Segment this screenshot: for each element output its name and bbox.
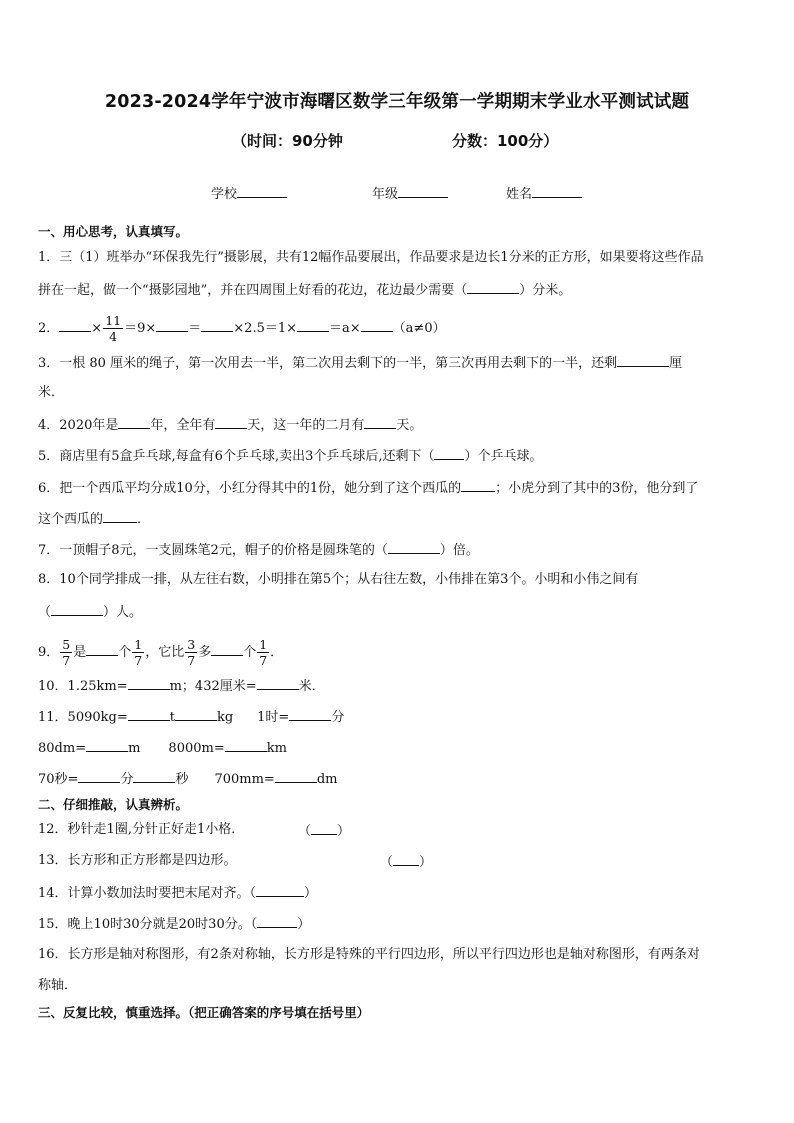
score-label: 分数：100分） <box>452 132 559 150</box>
question-16-line-2: 称轴． <box>38 978 78 993</box>
answer-blank[interactable] <box>201 317 233 332</box>
grade-blank[interactable] <box>398 183 448 198</box>
name-label: 姓名 <box>506 187 533 202</box>
question-12: 12．秒针走1圈,分针正好走1小格． <box>38 822 245 837</box>
answer-blank[interactable] <box>118 414 150 429</box>
question-4: 4．2020年是 年，全年有 天，这一年的二月有 天。 <box>38 414 422 436</box>
answer-blank[interactable] <box>434 445 464 460</box>
question-5: 5．商店里有5盒乒乓球,每盒有6个乒乓球,卖出3个乒乓球后,还剩下（ ）个乒乓球。 <box>38 445 543 467</box>
time-label: （时间：90分钟 <box>232 132 343 150</box>
answer-blank[interactable] <box>393 851 419 866</box>
answer-blank[interactable] <box>51 601 103 616</box>
question-2: 2． × $\frac{11}{4}$ ＝9× ＝ ×2.5＝1× ＝a× （a≠0） <box>38 313 446 344</box>
answer-blank[interactable] <box>257 913 297 928</box>
section-1-heading: 一、用心思考，认真填写。 <box>38 224 189 239</box>
answer-blank[interactable] <box>175 706 217 721</box>
grade-label: 年级 <box>372 187 399 202</box>
fraction: $\frac{3}{7}$ <box>187 637 196 668</box>
question-6-line-1: 6．把一个西瓜平均分成10分，小红分得其中的1份，她分到了这个西瓜的 ；小虎分到了其中的3份，他分到了 <box>38 477 698 499</box>
answer-blank[interactable] <box>311 820 337 835</box>
answer-blank[interactable] <box>78 768 120 783</box>
answer-blank[interactable] <box>361 317 393 332</box>
question-13-answer: （ ） <box>380 851 432 873</box>
name-blank[interactable] <box>532 183 582 198</box>
question-13: 13．长方形和正方形都是四边形。 <box>38 853 237 868</box>
answer-blank[interactable] <box>86 737 128 752</box>
question-7: 7．一顶帽子8元，一支圆珠笔2元，帽子的价格是圆珠笔的（ ）倍。 <box>38 539 479 561</box>
school-blank[interactable] <box>237 183 287 198</box>
answer-blank[interactable] <box>225 737 267 752</box>
answer-blank[interactable] <box>103 508 137 523</box>
question-10: 10．1.25km= m；432厘米= 米． <box>38 675 325 697</box>
name-field[interactable] <box>506 183 582 202</box>
question-3-line-1: 3．一根 80 厘米的绳子，第一次用去一半，第二次用去剩下的一半，第三次再用去剩下的一半，还剩 厘 <box>38 352 682 374</box>
fraction: $\frac{1}{7}$ <box>259 637 268 668</box>
question-1-line-2: 拼在一起，做一个“摄影园地”，并在四周围上好看的花边，花边最少需要（ ）分米。 <box>38 279 571 301</box>
answer-blank[interactable] <box>275 768 317 783</box>
answer-blank[interactable] <box>215 414 247 429</box>
question-12-answer: （ ） <box>298 820 350 842</box>
fraction: $\frac{1}{7}$ <box>134 637 143 668</box>
school-field[interactable] <box>211 183 287 202</box>
answer-blank[interactable] <box>467 279 519 294</box>
question-3-line-2: 米． <box>38 385 65 400</box>
answer-blank[interactable] <box>388 539 440 554</box>
answer-blank[interactable] <box>133 768 175 783</box>
question-8-line-1: 8．10个同学排成一排，从左往右数，小明排在第5个；从右往左数，小伟排在第3个。小明和小伟之间有 <box>38 572 639 587</box>
question-14: 14．计算小数加法时要把末尾对齐。（ ） <box>38 882 317 904</box>
answer-blank[interactable] <box>289 706 331 721</box>
question-11-line-3: 70秒= 分 秒 700mm= dm <box>38 768 338 790</box>
answer-blank[interactable] <box>617 352 669 367</box>
answer-blank[interactable] <box>364 414 396 429</box>
question-15: 15．晚上10时30分就是20时30分。（ ） <box>38 913 310 935</box>
fraction: $\frac{5}{7}$ <box>62 637 71 668</box>
question-11-line-2: 80dm= m 8000m= km <box>38 737 287 759</box>
question-6-line-2: 这个西瓜的 ． <box>38 508 150 530</box>
answer-blank[interactable] <box>297 317 329 332</box>
answer-blank[interactable] <box>256 882 304 897</box>
school-label: 学校 <box>211 187 238 202</box>
fraction: $\frac{11}{4}$ <box>105 313 122 344</box>
question-1-line-1: 1．三（1）班举办“环保我先行”摄影展，共有12幅作品要展出，作品要求是边长1分米的正方形，如果要将这些作品 <box>38 250 704 265</box>
question-9: 9． $\frac{5}{7}$ 是 个 $\frac{1}{7}$ ，它比 $\frac{3}{7}$ 多 个 $\frac{1}{7}$ ． <box>38 637 284 668</box>
section-3-heading: 三、反复比较，慎重选择。（把正确答案的序号填在括号里） <box>38 1005 370 1020</box>
answer-blank[interactable] <box>86 641 118 656</box>
answer-blank[interactable] <box>128 675 170 690</box>
question-16-line-1: 16．长方形是轴对称图形，有2条对称轴，长方形是特殊的平行四边形，所以平行四边形也是轴对称图形，有两条对 <box>38 947 700 962</box>
answer-blank[interactable] <box>211 641 243 656</box>
answer-blank[interactable] <box>156 317 188 332</box>
page-title: 2023-2024学年宁波市海曙区数学三年级第一学期期末学业水平测试试题 <box>104 92 690 112</box>
answer-blank[interactable] <box>59 317 91 332</box>
section-2-heading: 二、仔细推敲，认真辨析。 <box>38 797 189 812</box>
question-8-line-2: （ ）人。 <box>38 601 142 623</box>
question-11-line-1: 11．5090kg= t kg 1时= 分 <box>38 706 344 728</box>
answer-blank[interactable] <box>128 706 170 721</box>
answer-blank[interactable] <box>257 675 299 690</box>
answer-blank[interactable] <box>461 477 495 492</box>
grade-field[interactable] <box>372 183 448 202</box>
